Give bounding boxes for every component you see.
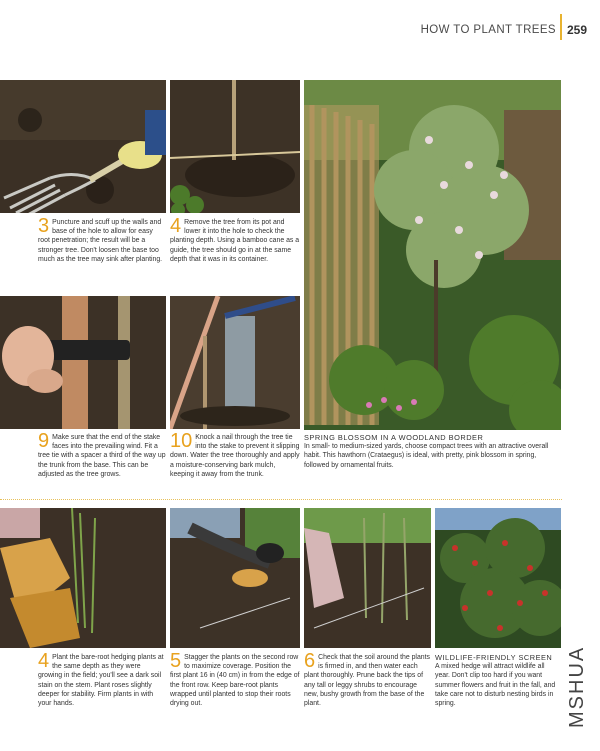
feature-title: WILDLIFE-FRIENDLY SCREEN bbox=[435, 653, 553, 662]
step-9-caption bbox=[38, 430, 166, 479]
step-text: Plant the bare-root hedging plants at the same depth as they were growing in the field; you'll see a dark soil stain on the stem. Plant roses slightly deeper for stability. Firm plants in with your hands. bbox=[38, 654, 164, 708]
photo-hawthorn-woodland-border bbox=[304, 80, 561, 430]
photo-tree-tie-stake bbox=[0, 296, 166, 429]
step-number: 9 bbox=[38, 430, 50, 452]
step-text: Knock a nail through the tree tie into the stake to prevent it slipping down. Water the tree thoroughly and apply a moisture-conserving bark mulch, keeping it away from the trunk. bbox=[170, 434, 300, 478]
photo-fork-scuffing-hole bbox=[0, 80, 166, 213]
step-number: 6 bbox=[304, 650, 316, 672]
page-number: 259 bbox=[567, 23, 588, 37]
step-10-caption bbox=[170, 430, 300, 479]
step-6-hedge-caption bbox=[304, 650, 431, 708]
running-header: HOW TO PLANT TREES bbox=[420, 24, 556, 36]
step-text: Remove the tree from its pot and lower it into the hole to check the planting depth. Using a bamboo cane as a guide, the tree should go in at the same depth that it was in its container. bbox=[170, 219, 300, 263]
step-text: Puncture and scuff up the walls and base of the hole to allow for easy root penetration; the result will be a stronger tree. Don't loosen the base too much as the tree may sink after planting. bbox=[38, 219, 163, 263]
feature-caption-spring-blossom bbox=[304, 433, 561, 470]
step-text: Stagger the plants on the second row to maximize coverage. Position the first plant 16 in (40 cm) in from the edge of the front row. Keep bare-root plants wrapped until planted to stop their roots drying out. bbox=[170, 654, 300, 708]
section-divider bbox=[0, 499, 562, 500]
photo-tree-in-hole bbox=[170, 80, 300, 213]
step-5-hedge-caption bbox=[170, 650, 300, 708]
step-number: 4 bbox=[170, 215, 182, 237]
feature-title: SPRING BLOSSOM IN A WOODLAND BORDER bbox=[304, 433, 484, 442]
feature-text: In small- to medium-sized yards, choose compact trees with an attractive overall habit. This hawthorn (Crataegus) is ideal, with pretty, pink blossom in spring, followed by ornamental fruits. bbox=[304, 443, 549, 469]
feature-caption-wildlife-screen bbox=[435, 653, 561, 708]
step-number: 10 bbox=[170, 430, 193, 452]
photo-planting-bare-root bbox=[0, 508, 166, 648]
photo-staggering-plants bbox=[170, 508, 300, 648]
watermark: MSHUA bbox=[566, 645, 588, 729]
feature-text: A mixed hedge will attract wildlife all year. Don't clip too hard if you want summer flowers and fruit in the fall, and take care not to disturb nesting birds in spring. bbox=[435, 663, 556, 708]
step-text: Check that the soil around the plants is firmed in, and then water each plant thoroughly. Prune back the tips of any tall or leggy shrubs to encourage new, bushy growth from the base of the plant. bbox=[304, 654, 430, 708]
step-number: 5 bbox=[170, 650, 182, 672]
step-3-caption bbox=[38, 215, 166, 264]
step-number: 4 bbox=[38, 650, 50, 672]
photo-wildlife-hedge bbox=[435, 508, 561, 648]
step-4-hedge-caption bbox=[38, 650, 166, 708]
photo-watering-hedge bbox=[304, 508, 431, 648]
header-divider bbox=[560, 14, 562, 40]
step-4-caption bbox=[170, 215, 300, 264]
step-number: 3 bbox=[38, 215, 50, 237]
photo-watering-tree bbox=[170, 296, 300, 429]
step-text: Make sure that the end of the stake faces into the prevailing wind. Fit a tree tie with a spacer a third of the way up the trunk from the base. This can be adjusted as the tree grows. bbox=[38, 434, 166, 478]
